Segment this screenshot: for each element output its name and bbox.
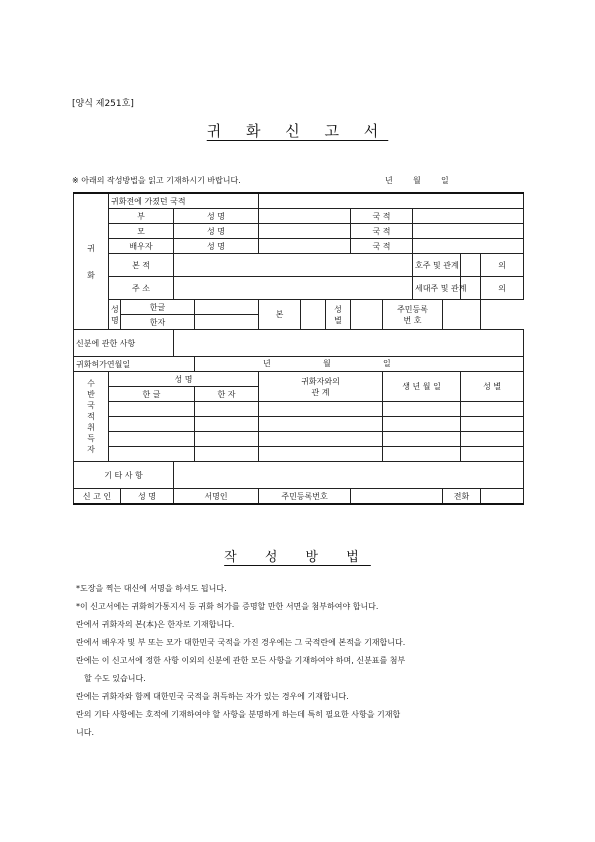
hangul-name-field[interactable] <box>195 300 259 315</box>
acq-v-6: 자 <box>87 445 95 454</box>
acq-v-5: 득 <box>87 434 95 443</box>
acq-hangul-header: 한 글 <box>109 387 195 402</box>
acq-relation-field[interactable] <box>259 417 383 432</box>
identity-matters-field[interactable] <box>174 330 524 357</box>
reporter-sign-label[interactable]: 서명인 <box>174 489 259 505</box>
household-suffix: 의 <box>481 254 524 277</box>
mother-label: 모 <box>109 224 174 239</box>
instructions <box>76 580 526 742</box>
domicile-field[interactable] <box>174 254 413 277</box>
side-label-1: 귀 <box>87 243 95 253</box>
instruction-5: 할 수도 있습니다. <box>84 674 146 683</box>
instruction-4: 란에는 이 신고서에 정한 사항 이외의 신분에 관한 모든 사항을 기재하여야 하며, 신분표를 첨부 <box>76 656 406 665</box>
spouse-name-field[interactable] <box>259 239 351 254</box>
page-title: 귀 화 신 고 서 <box>206 122 389 140</box>
naturalization-side-label <box>74 193 109 330</box>
father-nationality-field[interactable] <box>413 209 524 224</box>
acq-hanja-header: 한 자 <box>195 387 259 402</box>
mother-name-field[interactable] <box>259 224 351 239</box>
permit-date-label: 귀화허가연월일 <box>74 357 195 372</box>
instruction-6: 란에는 귀화자와 함께 대한민국 국적을 취득하는 자가 있는 경우에 기재합니다. <box>76 692 349 701</box>
form-number: [양식 제251호] <box>72 99 134 109</box>
acq-v-4: 취 <box>87 423 95 432</box>
mother-name-label: 성 명 <box>174 224 259 239</box>
acq-sex-field[interactable] <box>461 447 524 462</box>
acq-sex-field[interactable] <box>461 402 524 417</box>
date-day-label: 일 <box>441 176 449 185</box>
hanja-label: 한자 <box>121 315 195 330</box>
acq-hangul-field[interactable] <box>109 417 195 432</box>
head-suffix: 의 <box>481 277 524 300</box>
spouse-nationality-label: 국 적 <box>351 239 413 254</box>
acq-v-3: 적 <box>87 412 95 421</box>
instruction-7: 란의 기타 사항에는 호적에 기재하여야 할 사항을 분명하게 하는데 특히 필요한 사항을 기재합 <box>76 710 401 719</box>
acq-relation-field[interactable] <box>259 447 383 462</box>
permit-day-label: 일 <box>383 359 391 368</box>
prev-nationality-field[interactable] <box>259 193 524 209</box>
mother-nationality-field[interactable] <box>413 224 524 239</box>
permit-date-field[interactable] <box>195 357 524 372</box>
resident-reg-1: 주민등록 <box>397 304 428 314</box>
father-name-field[interactable] <box>259 209 351 224</box>
date-month-label: 월 <box>413 176 421 185</box>
address-label: 주 소 <box>109 277 174 300</box>
bon-label: 본 <box>259 300 301 330</box>
reporter-phone-label: 전화 <box>443 489 481 505</box>
acq-v-1: 반 <box>87 390 95 399</box>
method-title: 작 성 방 법 <box>224 550 371 565</box>
acq-birth-field[interactable] <box>383 432 461 447</box>
sex-v1: 성 <box>334 304 342 314</box>
acq-relation-field[interactable] <box>259 432 383 447</box>
acq-birth-field[interactable] <box>383 447 461 462</box>
acq-relation-1: 귀화자와의 <box>301 376 340 386</box>
instruction-8: 니다. <box>76 728 94 737</box>
side-label-2: 화 <box>87 270 95 280</box>
instruction-0: *도장을 찍는 대신에 서명을 하셔도 됩니다. <box>76 584 227 593</box>
permit-month-label: 월 <box>323 359 331 368</box>
acq-v-0: 수 <box>87 379 95 388</box>
permit-year-label: 년 <box>263 359 271 368</box>
acq-sex-field[interactable] <box>461 417 524 432</box>
father-name-label: 성 명 <box>174 209 259 224</box>
acq-hanja-field[interactable] <box>195 447 259 462</box>
mother-nationality-label: 국 적 <box>351 224 413 239</box>
reporter-name-label: 성 명 <box>121 489 174 505</box>
acq-hangul-field[interactable] <box>109 402 195 417</box>
acq-sex-field[interactable] <box>461 432 524 447</box>
identity-matters-label: 신분에 관한 사항 <box>74 330 174 357</box>
bon-field[interactable] <box>301 300 326 330</box>
spouse-nationality-field[interactable] <box>413 239 524 254</box>
instruction-3: 란에서 배우자 및 부 또는 모가 대한민국 국적을 가진 경우에는 그 국적란에 본적을 기재합니다. <box>76 638 406 647</box>
name-v1: 성 <box>111 304 119 314</box>
acq-hanja-field[interactable] <box>195 402 259 417</box>
acq-sex-header: 성 별 <box>461 372 524 402</box>
hanja-name-field[interactable] <box>195 315 259 330</box>
acq-name-header: 성 명 <box>109 372 259 387</box>
reporter-reg-label: 주민등록번호 <box>259 489 351 505</box>
domicile-label: 본 적 <box>109 254 174 277</box>
father-label: 부 <box>109 209 174 224</box>
resident-reg-field[interactable] <box>443 300 481 330</box>
sex-v2: 별 <box>334 315 342 325</box>
sex-field[interactable] <box>351 300 383 330</box>
prev-nationality-label: 귀화전에 가졌던 국적 <box>109 193 259 209</box>
hangul-label: 한글 <box>121 300 195 315</box>
sex-vertical-label <box>326 300 351 330</box>
naturalization-form-table <box>73 192 524 505</box>
other-matters-field[interactable] <box>174 462 524 489</box>
acq-relation-2: 관 계 <box>311 387 330 397</box>
reporter-reg-field[interactable] <box>351 489 443 505</box>
acq-hangul-field[interactable] <box>109 447 195 462</box>
instruction-1: *이 신고서에는 귀화허가통지서 등 귀화 허가를 증명할 만한 서면을 첨부하여야 합니다. <box>76 602 379 611</box>
address-field[interactable] <box>174 277 413 300</box>
spouse-name-label: 성 명 <box>174 239 259 254</box>
acq-birth-field[interactable] <box>383 417 461 432</box>
acq-relation-field[interactable] <box>259 402 383 417</box>
reporter-phone-field[interactable] <box>481 489 524 505</box>
acq-relation-header <box>259 372 383 402</box>
acq-hangul-field[interactable] <box>109 432 195 447</box>
household-relation-field[interactable] <box>461 254 481 277</box>
name-v2: 명 <box>111 315 119 325</box>
date-year-label: 년 <box>385 176 393 185</box>
acq-birth-header: 생 년 월 일 <box>383 372 461 402</box>
acq-hanja-field[interactable] <box>195 432 259 447</box>
head-relation-label: 세대주 및 관계 <box>413 277 461 300</box>
acq-hanja-field[interactable] <box>195 417 259 432</box>
co-acquirer-side-label <box>74 372 109 462</box>
resident-reg-2: 번 호 <box>403 315 422 325</box>
notice-text: ※ 아래의 작성방법을 읽고 기재하시기 바랍니다. <box>72 176 241 185</box>
father-nationality-label: 국 적 <box>351 209 413 224</box>
reporter-label: 신 고 인 <box>74 489 121 505</box>
resident-reg-label <box>383 300 443 330</box>
other-matters-label: 기 타 사 항 <box>74 462 174 489</box>
instruction-2: 란에서 귀화자의 본(本)은 한자로 기재합니다. <box>76 620 235 629</box>
acq-v-2: 국 <box>87 401 95 410</box>
acq-birth-field[interactable] <box>383 402 461 417</box>
household-relation-label: 호주 및 관계 <box>413 254 461 277</box>
name-vertical-label <box>109 300 121 330</box>
spouse-label: 배우자 <box>109 239 174 254</box>
